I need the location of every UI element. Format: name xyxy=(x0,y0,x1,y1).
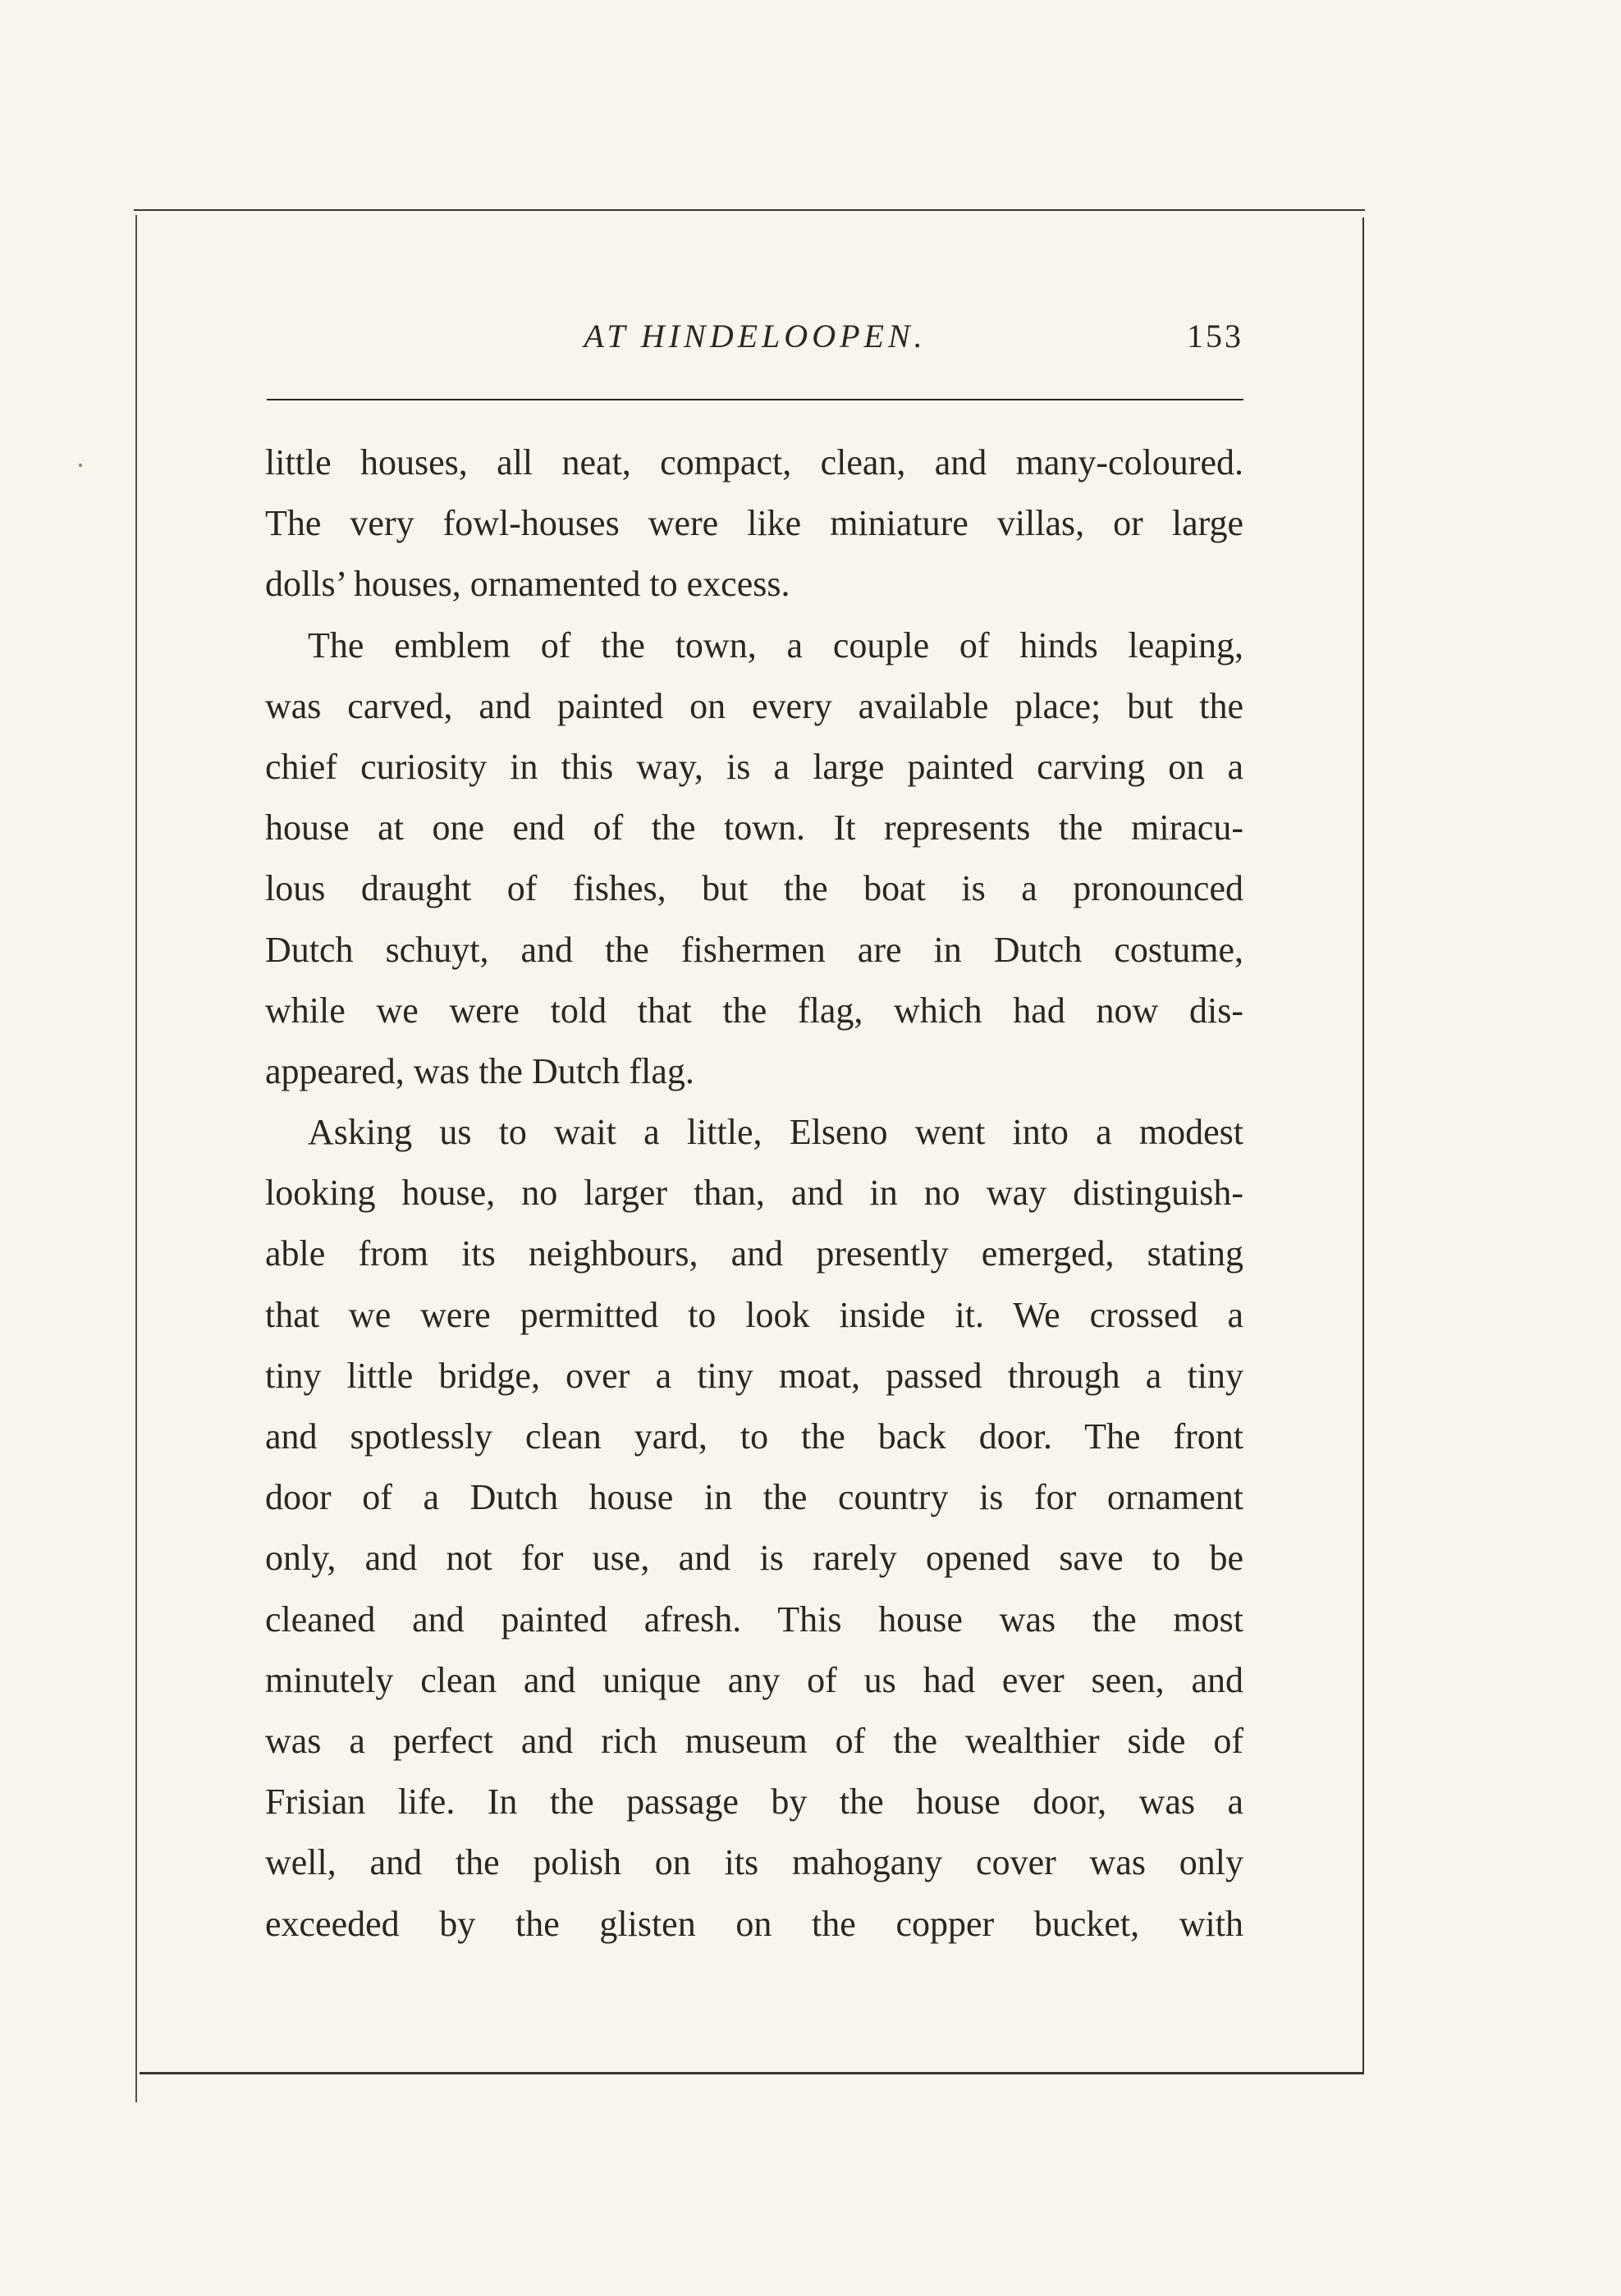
frame-left-rule xyxy=(135,215,137,2102)
text-line: Dutch schuyt, and the fishermen are in Dutch costume, xyxy=(265,929,1243,970)
text-line: appeared, was the Dutch flag. xyxy=(265,1050,694,1091)
text-line: house at one end of the town. It represents the miracu- xyxy=(265,807,1243,848)
text-line: door of a Dutch house in the country is for ornament xyxy=(265,1477,1243,1518)
frame-right-rule xyxy=(1362,217,1364,2072)
frame-bottom-rule xyxy=(140,2072,1364,2074)
text-line: and spotlessly clean yard, to the back door. The front xyxy=(265,1416,1243,1457)
text-line: while we were told that the flag, which had now dis- xyxy=(265,990,1243,1031)
running-title: AT HINDELOOPEN. xyxy=(584,318,927,354)
text-line: well, and the polish on its mahogany cover was only xyxy=(265,1842,1243,1883)
text-line: The emblem of the town, a couple of hinds leaping, xyxy=(308,624,1243,665)
text-line: minutely clean and unique any of us had ever seen, and xyxy=(265,1659,1243,1700)
text-line: cleaned and painted afresh. This house was the most xyxy=(265,1599,1243,1640)
text-line: was a perfect and rich museum of the wealthier side of xyxy=(265,1720,1243,1761)
body-text xyxy=(265,432,1243,1955)
text-line: looking house, no larger than, and in no way distinguish- xyxy=(265,1173,1243,1214)
frame-top-rule xyxy=(134,209,1365,211)
text-line: was carved, and painted on every available place; but the xyxy=(265,685,1243,726)
running-head xyxy=(267,312,1243,369)
text-line: only, and not for use, and is rarely opened save to be xyxy=(265,1538,1243,1579)
text-line: little houses, all neat, compact, clean, and many-coloured. xyxy=(265,442,1243,483)
header-rule xyxy=(267,399,1243,400)
text-line: chief curiosity in this way, is a large painted carving on a xyxy=(265,746,1243,787)
text-line: exceeded by the glisten on the copper bucket, with xyxy=(265,1903,1243,1944)
text-line: The very fowl-houses were like miniature villas, or large xyxy=(265,503,1243,544)
text-line: dolls’ houses, ornamented to excess. xyxy=(265,564,790,605)
text-line: Frisian life. In the passage by the house door, was a xyxy=(265,1781,1243,1823)
text-line: able from its neighbours, and presently emerged, stating xyxy=(265,1233,1243,1274)
text-line: tiny little bridge, over a tiny moat, passed through a tiny xyxy=(265,1355,1243,1396)
page-number: 153 xyxy=(1187,318,1243,354)
text-line: that we were permitted to look inside it. We crossed a xyxy=(265,1294,1243,1335)
text-line: Asking us to wait a little, Elseno went into a modest xyxy=(308,1112,1243,1153)
paper-speck xyxy=(79,464,82,467)
text-line: lous draught of fishes, but the boat is a pronounced xyxy=(265,868,1243,909)
